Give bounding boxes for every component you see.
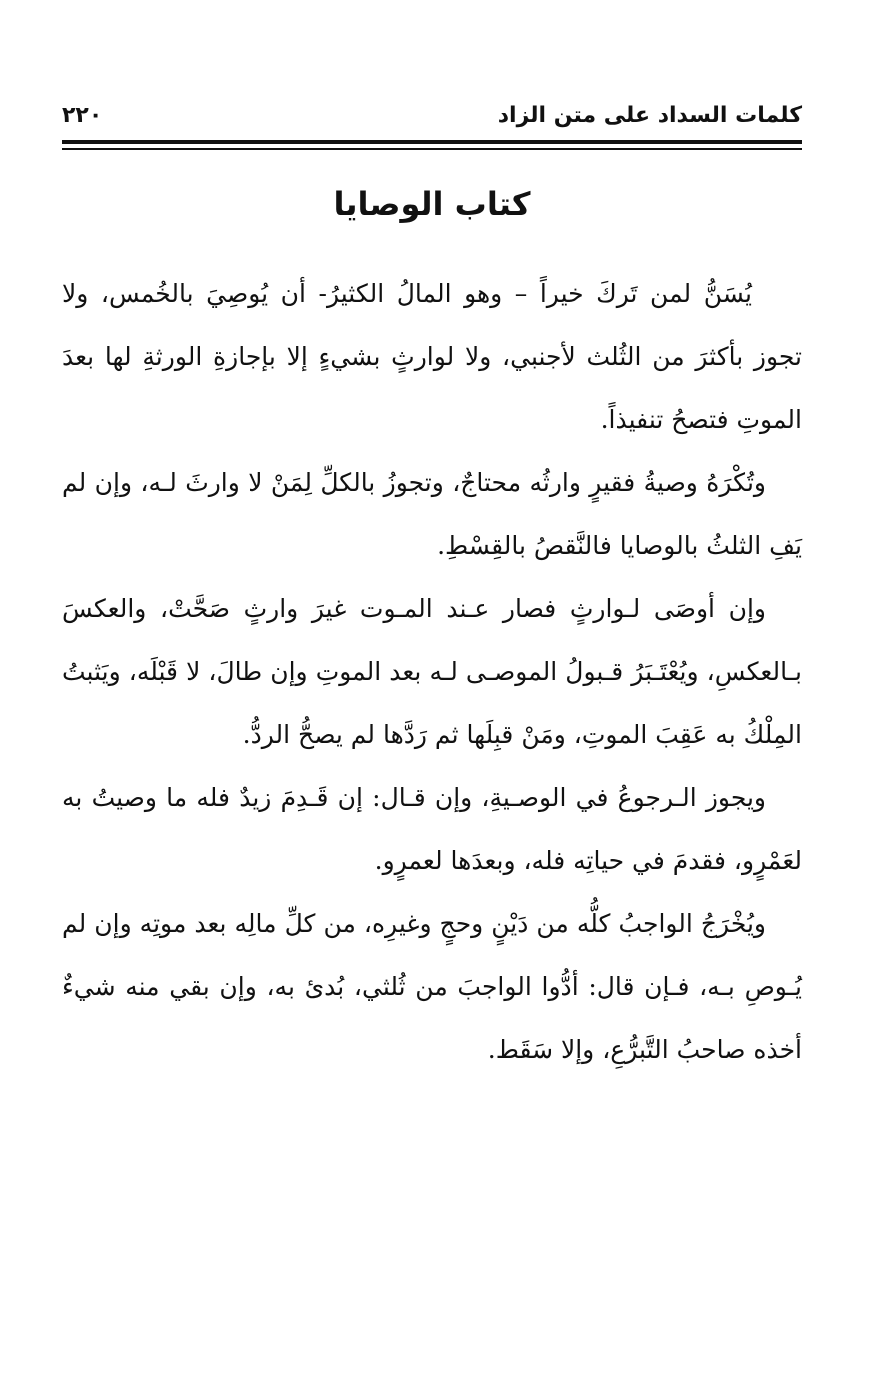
page-number: ٢٢٠ xyxy=(62,103,103,128)
page-header xyxy=(62,96,802,130)
running-title: كلمات السداد على متن الزاد xyxy=(497,103,802,128)
header-rule-thick xyxy=(62,140,802,144)
header-rule-thin xyxy=(62,148,802,150)
paragraph: وإن أوصَى لـوارثٍ فصار عـند المـوت غيرَ وارثٍ صَحَّتْ، والعكسَ بـالعكسِ، ويُعْتَـبَرُ قـبولُ الموصـى لـه بعد الموتِ وإن طالَ، لا قَبْلَه، ويَثبتُ المِلْكُ به عَقِبَ الموتِ، ومَنْ قبِلَها ثم رَدَّها لم يصحُّ الردُّ. xyxy=(62,594,802,749)
body-text xyxy=(62,262,802,1081)
paragraph: يُسَنُّ لمن تَركَ خيراً – وهو المالُ الكثيرُ- أن يُوصِيَ بالخُمس، ولا تجوز بأكثرَ من الثُلث لأجنبي، ولا لوارثٍ بشيءٍ إلا بإجازةِ الورثةِ لها بعدَ الموتِ فتصحُ تنفيذاً. xyxy=(62,279,802,434)
paragraph: ويجوز الـرجوعُ في الوصـيةِ، وإن قـال: إن قَـدِمَ زيدٌ فله ما وصيتُ به لعَمْرٍو، فقدمَ في حياتِه فله، وبعدَها لعمرٍو. xyxy=(62,783,802,875)
paragraph: ويُخْرَجُ الواجبُ كلُّه من دَيْنٍ وحجٍ وغيرِه، من كلِّ مالِه بعد موتِه وإن لم يُـوصِ بـه، فـإن قال: أدُّوا الواجبَ من ثُلثي، بُدئ به، وإن بقي منه شيءٌ أخذه صاحبُ التَّبرُّعِ، وإلا سَقَط. xyxy=(62,909,802,1064)
chapter-title: كتاب الوصايا xyxy=(333,185,531,223)
paragraph: وتُكْرَهُ وصيةُ فقيرٍ وارثُه محتاجٌ، وتجوزُ بالكلِّ لِمَنْ لا وارثَ لـه، وإن لم يَفِ الثلثُ بالوصايا فالنَّقصُ بالقِسْطِ. xyxy=(62,468,802,560)
